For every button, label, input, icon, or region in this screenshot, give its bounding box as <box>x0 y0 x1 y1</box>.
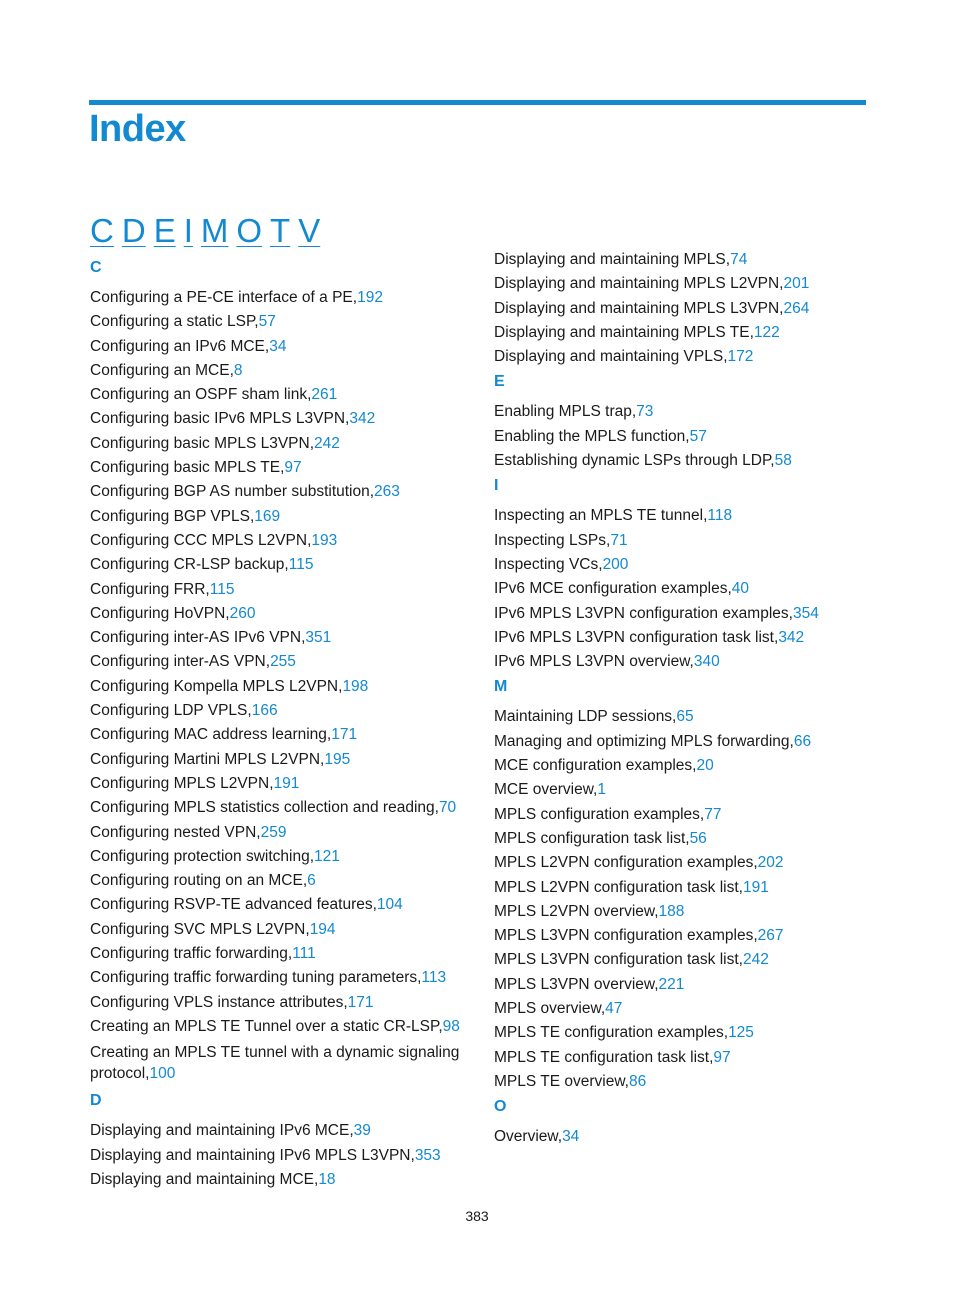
index-section-c <box>90 258 470 1084</box>
index-entry <box>90 313 470 331</box>
index-entry-text: Maintaining LDP sessions, <box>494 708 677 726</box>
index-page-link[interactable]: 195 <box>324 750 351 768</box>
index-entry <box>90 410 470 428</box>
index-page-link[interactable]: 202 <box>757 854 784 872</box>
index-page-link[interactable]: 169 <box>254 507 281 525</box>
index-entry <box>90 1042 462 1084</box>
index-page-link[interactable]: 340 <box>693 653 720 671</box>
index-entry-text: Configuring basic IPv6 MPLS L3VPN, <box>90 410 350 428</box>
letter-link-v[interactable]: V <box>298 212 321 249</box>
index-entry-text: Displaying and maintaining MPLS, <box>494 251 731 268</box>
index-page-link[interactable]: 57 <box>689 427 707 445</box>
index-page-link[interactable]: 267 <box>757 927 784 945</box>
index-entry-text: Configuring MAC address learning, <box>90 726 332 744</box>
index-page-link[interactable]: 171 <box>331 726 358 744</box>
index-page-link[interactable]: 70 <box>438 799 457 817</box>
index-page-link[interactable]: 86 <box>628 1072 647 1090</box>
index-page-link[interactable]: 200 <box>602 555 629 573</box>
index-entry-text: Displaying and maintaining MCE, <box>90 1170 319 1188</box>
index-page-link[interactable]: 171 <box>347 993 374 1011</box>
index-page-link[interactable]: 263 <box>374 483 400 501</box>
index-page-link[interactable]: 166 <box>251 702 278 720</box>
index-page-link[interactable]: 34 <box>269 337 287 355</box>
index-entry-text: Inspecting LSPs, <box>494 531 611 549</box>
index-entry <box>494 251 874 269</box>
index-page-link[interactable]: 111 <box>292 945 316 963</box>
index-entry-text: Displaying and maintaining VPLS, <box>494 348 728 366</box>
section-heading: E <box>494 373 505 391</box>
index-page-link[interactable]: 221 <box>658 975 685 993</box>
index-page-link[interactable]: 57 <box>258 313 276 331</box>
index-entry <box>90 556 470 574</box>
index-entry <box>90 508 470 526</box>
index-entry-text: IPv6 MPLS L3VPN configuration task list, <box>494 628 779 646</box>
index-entry-text: Creating an MPLS TE Tunnel over a static CR-LSP, <box>90 1017 443 1035</box>
index-page-link[interactable]: 255 <box>270 653 296 671</box>
index-page-link[interactable]: 104 <box>376 896 403 914</box>
index-entry <box>494 854 874 872</box>
index-page-link[interactable]: 66 <box>793 732 812 750</box>
index-entry <box>494 580 874 598</box>
index-entry <box>494 830 874 848</box>
index-entry <box>90 945 470 963</box>
index-page-link[interactable]: 115 <box>209 580 235 598</box>
index-entry-text: Inspecting VCs, <box>494 555 603 573</box>
index-entry-text: IPv6 MCE configuration examples, <box>494 580 732 598</box>
index-entry <box>90 799 470 817</box>
index-entry <box>494 757 874 775</box>
index-entry-text: Inspecting an MPLS TE tunnel, <box>494 507 708 525</box>
index-entry-text: Configuring Martini MPLS L2VPN, <box>90 750 325 768</box>
index-entry <box>90 872 470 890</box>
index-entry <box>494 428 874 446</box>
index-page-link[interactable]: 122 <box>753 323 780 341</box>
index-section-i <box>494 476 874 671</box>
index-entry-text: MPLS TE configuration examples, <box>494 1024 729 1042</box>
index-entry-text: Configuring RSVP-TE advanced features, <box>90 896 377 914</box>
index-entry <box>494 653 874 671</box>
index-page-link[interactable]: 121 <box>314 847 340 865</box>
index-entry-text: Configuring traffic forwarding, <box>90 945 293 963</box>
index-entry-text: MPLS TE configuration task list, <box>494 1048 714 1066</box>
index-page-link[interactable]: 34 <box>562 1128 580 1146</box>
letter-link-t[interactable]: T <box>270 212 291 249</box>
index-page-link[interactable]: 18 <box>318 1170 336 1188</box>
index-page-link[interactable]: 118 <box>707 507 733 525</box>
index-entry-text: Configuring an OSPF sham link, <box>90 386 312 404</box>
index-entry <box>494 452 874 470</box>
index-page-link[interactable]: 1 <box>597 781 606 799</box>
index-page-link[interactable]: 242 <box>314 434 340 452</box>
index-page-link[interactable]: 351 <box>305 629 332 647</box>
index-entry-text: Configuring LDP VPLS, <box>90 702 252 720</box>
index-entry-text: Configuring a static LSP, <box>90 313 259 331</box>
index-page-link[interactable]: 39 <box>353 1122 371 1140</box>
index-page-link[interactable]: 6 <box>307 872 316 890</box>
index-entry <box>494 1024 874 1042</box>
index-section-d-continued <box>494 251 874 366</box>
index-entry <box>494 927 874 945</box>
index-page-link[interactable]: 353 <box>414 1146 441 1164</box>
index-entry-text: Configuring MPLS statistics collection and reading, <box>90 799 439 817</box>
index-entry <box>90 1171 470 1189</box>
index-entry <box>494 556 874 574</box>
letter-link-o[interactable]: O <box>236 212 263 249</box>
index-entry-text: Displaying and maintaining IPv6 MCE, <box>90 1122 354 1140</box>
index-page-link[interactable]: 100 <box>149 1065 176 1083</box>
index-entry-text: Enabling MPLS trap, <box>494 403 637 421</box>
index-entry-text: Displaying and maintaining IPv6 MPLS L3VPN, <box>90 1146 415 1164</box>
index-entry-text: Configuring SVC MPLS L2VPN, <box>90 920 310 938</box>
index-entry <box>494 1128 874 1146</box>
index-entry-text: IPv6 MPLS L3VPN configuration examples, <box>494 604 793 622</box>
index-entry-text: Configuring VPLS instance attributes, <box>90 993 348 1011</box>
section-heading: O <box>494 1098 507 1116</box>
index-entry-text: MPLS configuration examples, <box>494 805 705 823</box>
index-page-link[interactable]: 261 <box>311 386 338 404</box>
index-page-link[interactable]: 191 <box>273 774 300 792</box>
index-entry <box>90 969 470 987</box>
index-entry-text: Displaying and maintaining MPLS L3VPN, <box>494 299 784 317</box>
index-entry <box>90 653 470 671</box>
index-entry <box>90 1147 470 1165</box>
index-entry-text: Configuring inter-AS VPN, <box>90 653 271 671</box>
index-entry <box>90 386 470 404</box>
index-entry-text: MPLS L3VPN configuration task list, <box>494 951 743 969</box>
index-entry <box>90 896 470 914</box>
index-entry <box>90 994 470 1012</box>
letter-link-d[interactable]: D <box>121 212 146 249</box>
index-entry <box>494 532 874 550</box>
index-page-link[interactable]: 58 <box>774 452 792 470</box>
index-page-link[interactable]: 188 <box>658 902 685 920</box>
letter-link-c[interactable]: C <box>90 212 114 249</box>
index-entry-text: Configuring MPLS L2VPN, <box>90 774 274 792</box>
index-entry-text: Configuring CCC MPLS L2VPN, <box>90 531 312 549</box>
index-entry-text: Enabling the MPLS function, <box>494 427 690 445</box>
index-page-link[interactable]: 77 <box>704 805 722 823</box>
index-entry <box>90 726 470 744</box>
index-page-link[interactable]: 113 <box>421 969 447 987</box>
index-entry <box>90 921 470 939</box>
index-column-left <box>90 258 470 1195</box>
index-entry <box>494 733 874 751</box>
index-entry-text: Configuring an IPv6 MCE, <box>90 337 270 355</box>
index-entry-text: Configuring routing on an MCE, <box>90 872 308 890</box>
index-entry-text: MPLS L2VPN overview, <box>494 902 659 920</box>
index-entry-text: Creating an MPLS TE tunnel with a dynamic signaling protocol, <box>90 1044 460 1083</box>
index-entry-text: Configuring HoVPN, <box>90 604 230 622</box>
index-entry-text: Configuring a PE-CE interface of a PE, <box>90 289 358 306</box>
title-rule <box>89 100 866 105</box>
index-entry <box>90 581 470 599</box>
index-entry <box>90 483 470 501</box>
index-page-link[interactable]: 56 <box>689 829 707 847</box>
index-entry-text: MPLS L3VPN overview, <box>494 975 659 993</box>
index-entry <box>494 275 874 293</box>
index-page-link[interactable]: 65 <box>676 708 694 726</box>
index-entry <box>494 976 874 994</box>
index-entry-text: Configuring an MCE, <box>90 361 234 379</box>
index-entry <box>90 1122 470 1140</box>
index-entry <box>90 775 470 793</box>
index-entry <box>494 507 874 525</box>
letter-link-i[interactable]: I <box>183 212 193 249</box>
index-page-link[interactable]: 97 <box>284 459 302 477</box>
index-page-link[interactable]: 172 <box>727 348 754 366</box>
letter-index-nav <box>90 212 328 250</box>
index-section-o <box>494 1097 874 1146</box>
section-heading: M <box>494 678 508 696</box>
index-entry-text: MPLS L3VPN configuration examples, <box>494 927 758 945</box>
index-entry <box>90 629 470 647</box>
index-entry <box>90 848 470 866</box>
index-entry <box>494 1000 874 1018</box>
index-page-link[interactable]: 201 <box>783 275 810 293</box>
index-entry <box>494 903 874 921</box>
index-page-link[interactable]: 198 <box>342 677 369 695</box>
index-page-link[interactable]: 354 <box>792 604 819 622</box>
index-entry <box>90 338 470 356</box>
index-entry <box>90 459 470 477</box>
index-entry <box>494 324 874 342</box>
index-entry-text: MCE configuration examples, <box>494 757 697 775</box>
index-page-link[interactable]: 342 <box>349 410 376 428</box>
index-entry-text: Configuring CR-LSP backup, <box>90 556 289 574</box>
index-section-d <box>90 1091 470 1189</box>
index-entry <box>494 708 874 726</box>
index-page-link[interactable]: 242 <box>742 951 769 969</box>
index-entry-text: Managing and optimizing MPLS forwarding, <box>494 732 794 750</box>
index-entry-text: Configuring inter-AS IPv6 VPN, <box>90 629 306 647</box>
index-entry-text: MCE overview, <box>494 781 598 799</box>
index-entry <box>90 751 470 769</box>
index-entry-text: MPLS L2VPN configuration examples, <box>494 854 758 872</box>
index-entry-text: Configuring basic MPLS TE, <box>90 459 285 477</box>
index-entry <box>494 629 874 647</box>
index-page-link[interactable]: 8 <box>233 361 243 379</box>
index-page-link[interactable]: 194 <box>309 920 336 938</box>
index-entry-text: Displaying and maintaining MPLS TE, <box>494 323 754 341</box>
index-page-link[interactable]: 264 <box>783 299 810 317</box>
section-heading: I <box>494 477 499 495</box>
index-entry <box>90 824 470 842</box>
index-page-link[interactable]: 260 <box>229 604 256 622</box>
index-entry <box>90 605 470 623</box>
index-section-e <box>494 372 874 470</box>
index-entry <box>494 1073 874 1091</box>
index-entry <box>90 289 470 307</box>
index-page-link[interactable]: 73 <box>636 403 654 421</box>
index-entry <box>494 781 874 799</box>
index-page-link[interactable]: 40 <box>731 580 750 598</box>
index-entry <box>90 435 470 453</box>
index-entry-text: Configuring BGP AS number substitution, <box>90 483 375 501</box>
index-entry <box>494 348 874 366</box>
index-page-link[interactable]: 97 <box>713 1048 731 1066</box>
index-page-link[interactable]: 192 <box>357 289 383 306</box>
index-entry-text: Configuring protection switching, <box>90 847 315 865</box>
index-entry-text: IPv6 MPLS L3VPN overview, <box>494 653 694 671</box>
index-column-right <box>494 251 874 1153</box>
page-title: Index <box>89 108 186 150</box>
index-entry-text: MPLS L2VPN configuration task list, <box>494 878 743 896</box>
index-entry-text: Configuring traffic forwarding tuning parameters, <box>90 969 422 987</box>
letter-link-m[interactable]: M <box>200 212 229 249</box>
index-entry-text: Configuring BGP VPLS, <box>90 507 255 525</box>
index-entry <box>90 362 470 380</box>
index-page-link[interactable]: 98 <box>442 1017 460 1035</box>
index-section-m <box>494 677 874 1090</box>
index-entry <box>494 605 874 623</box>
letter-link-e[interactable]: E <box>153 212 176 249</box>
page-number: 383 <box>465 1208 489 1224</box>
index-entry <box>494 1049 874 1067</box>
index-entry <box>90 1018 470 1036</box>
index-entry-text: Configuring FRR, <box>90 580 210 598</box>
index-entry-text: Displaying and maintaining MPLS L2VPN, <box>494 275 784 293</box>
index-page-link[interactable]: 342 <box>778 628 805 646</box>
index-page-link[interactable]: 20 <box>696 757 714 775</box>
index-page-link[interactable]: 191 <box>742 878 769 896</box>
index-page-link[interactable]: 71 <box>610 531 628 549</box>
index-entry-text: Configuring Kompella MPLS L2VPN, <box>90 677 343 695</box>
index-page-link[interactable]: 125 <box>728 1024 754 1042</box>
index-entry-text: MPLS overview, <box>494 1000 606 1018</box>
index-entry-text: MPLS TE overview, <box>494 1072 629 1090</box>
index-page-link[interactable]: 193 <box>311 531 338 549</box>
index-page-link[interactable]: 115 <box>288 556 314 574</box>
index-entry <box>494 403 874 421</box>
index-entry <box>90 532 470 550</box>
section-heading: D <box>90 1092 102 1110</box>
index-entry <box>494 300 874 318</box>
index-page-link[interactable]: 47 <box>605 1000 623 1018</box>
index-page-link[interactable]: 74 <box>730 251 748 268</box>
section-heading: C <box>90 259 102 276</box>
index-page-link[interactable]: 259 <box>260 823 287 841</box>
index-entry <box>90 678 470 696</box>
index-entry <box>90 702 470 720</box>
index-entry-text: Configuring basic MPLS L3VPN, <box>90 434 315 452</box>
index-entry <box>494 879 874 897</box>
index-entry-text: Overview, <box>494 1128 563 1146</box>
index-entry <box>494 951 874 969</box>
index-entry-text: MPLS configuration task list, <box>494 829 690 847</box>
index-entry-text: Establishing dynamic LSPs through LDP, <box>494 452 775 470</box>
index-entry-text: Configuring nested VPN, <box>90 823 261 841</box>
index-entry <box>494 806 874 824</box>
